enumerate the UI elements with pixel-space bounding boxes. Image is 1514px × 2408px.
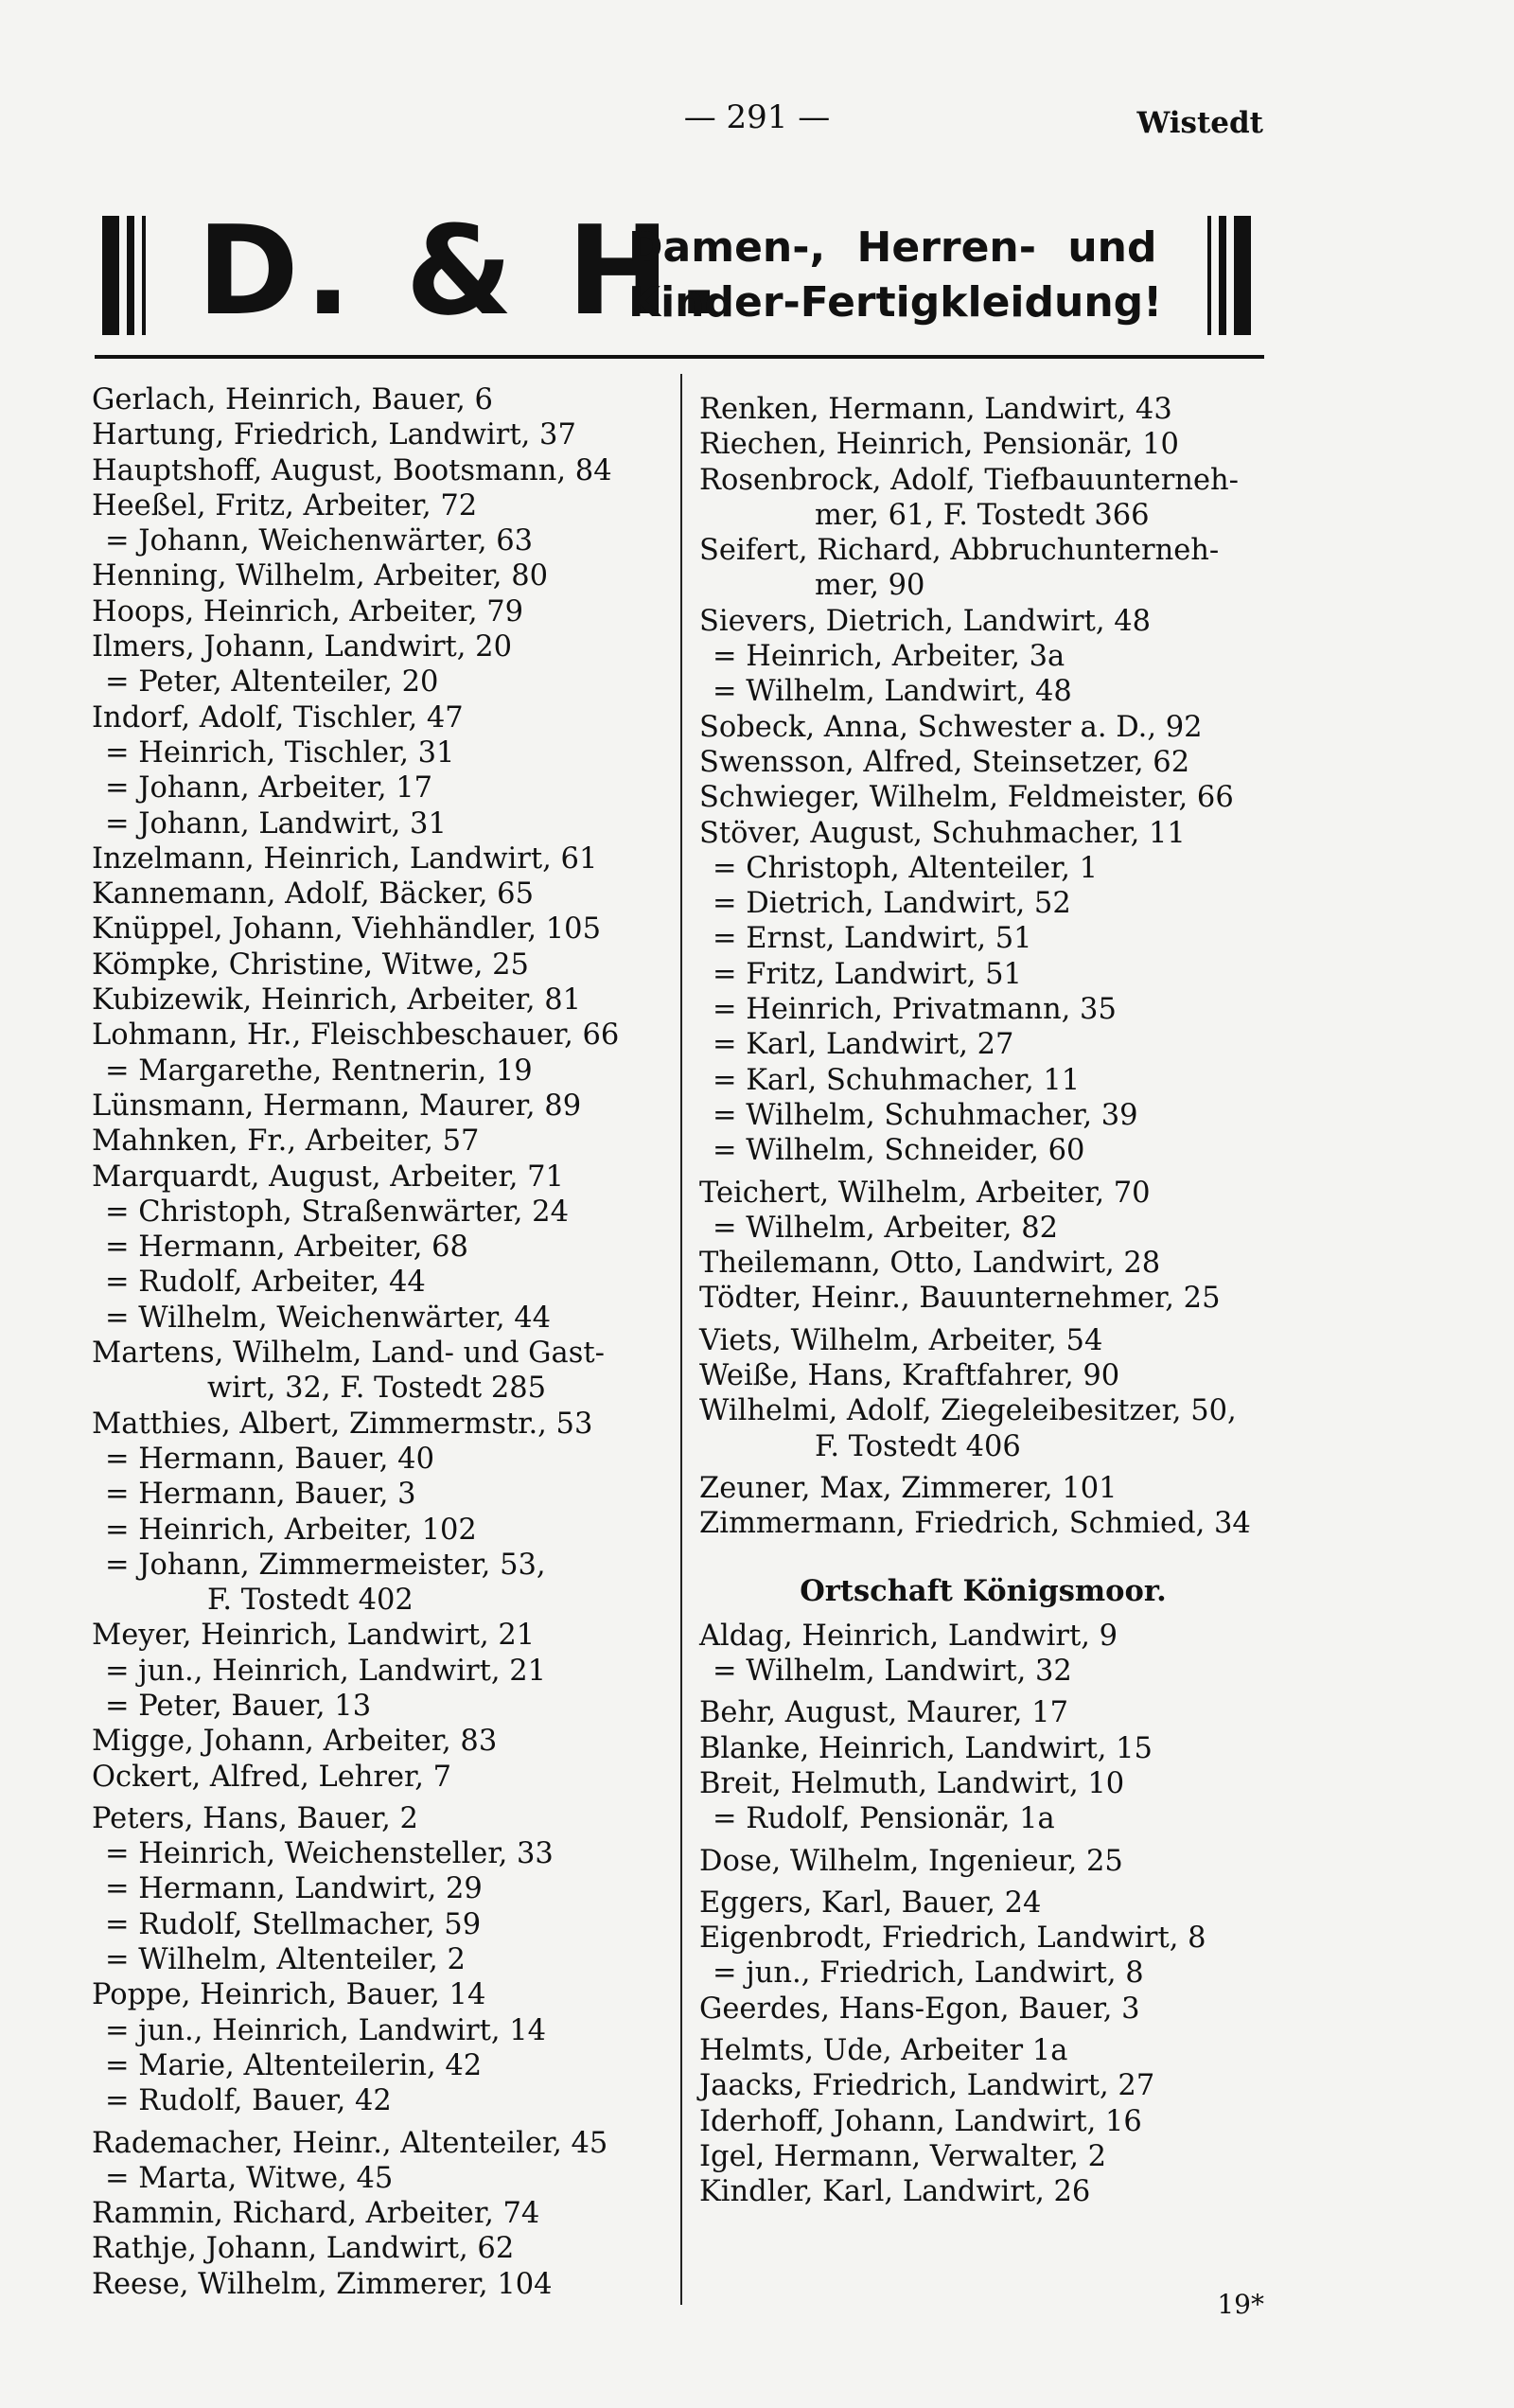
directory-entry: = Heinrich, Privatmann, 35 bbox=[713, 993, 1117, 1027]
directory-entry: = Heinrich, Tischler, 31 bbox=[105, 735, 455, 770]
directory-entry: = Hermann, Bauer, 3 bbox=[105, 1478, 416, 1512]
directory-entry: Swensson, Alfred, Steinsetzer, 62 bbox=[699, 745, 1190, 779]
directory-entry: Ockert, Alfred, Lehrer, 7 bbox=[92, 1760, 452, 1794]
directory-entry: = Peter, Altenteiler, 20 bbox=[105, 665, 439, 699]
directory-entry: Kubizewik, Heinrich, Arbeiter, 81 bbox=[92, 983, 582, 1018]
directory-entry: Sievers, Dietrich, Landwirt, 48 bbox=[699, 604, 1152, 638]
advert-tagline-2: Kinder-Fertigkleidung! bbox=[628, 278, 1163, 327]
directory-entry: Knüppel, Johann, Viehhändler, 105 bbox=[92, 912, 601, 947]
directory-entry: Dose, Wilhelm, Ingenieur, 25 bbox=[699, 1844, 1123, 1878]
directory-entry: Rademacher, Heinr., Altenteiler, 45 bbox=[92, 2126, 608, 2160]
directory-entry: = Dietrich, Landwirt, 52 bbox=[713, 887, 1071, 921]
directory-entry: Martens, Wilhelm, Land- und Gast- bbox=[92, 1337, 605, 1371]
directory-entry: = Wilhelm, Arbeiter, 82 bbox=[713, 1211, 1059, 1245]
directory-entry: = Marie, Altenteilerin, 42 bbox=[105, 2048, 483, 2082]
directory-entry: Lünsmann, Hermann, Maurer, 89 bbox=[92, 1089, 582, 1123]
directory-entry: Theilemann, Otto, Landwirt, 28 bbox=[699, 1247, 1161, 1281]
directory-entry: Wilhelmi, Adolf, Ziegeleibesitzer, 50, bbox=[699, 1394, 1237, 1428]
directory-entry: = Wilhelm, Landwirt, 32 bbox=[713, 1655, 1072, 1689]
directory-entry: = Johann, Arbeiter, 17 bbox=[105, 771, 433, 806]
directory-entry: = Rudolf, Pensionär, 1a bbox=[713, 1802, 1055, 1836]
section-entries bbox=[699, 1619, 1267, 2210]
directory-entry: = jun., Heinrich, Landwirt, 21 bbox=[105, 1654, 547, 1688]
directory-entry: Peters, Hans, Bauer, 2 bbox=[92, 1801, 418, 1835]
directory-entry: Teichert, Wilhelm, Arbeiter, 70 bbox=[699, 1176, 1151, 1210]
directory-entry: = Hermann, Landwirt, 29 bbox=[105, 1872, 483, 1906]
directory-entry: = Margarethe, Rentnerin, 19 bbox=[105, 1054, 533, 1088]
directory-entry: Hoops, Heinrich, Arbeiter, 79 bbox=[92, 594, 524, 629]
directory-entry: Indorf, Adolf, Tischler, 47 bbox=[92, 700, 464, 735]
directory-entry: = jun., Heinrich, Landwirt, 14 bbox=[105, 2013, 547, 2047]
directory-entry: = Heinrich, Arbeiter, 3a bbox=[713, 640, 1065, 674]
directory-entry: Seifert, Richard, Abbruchunterneh- bbox=[699, 534, 1220, 568]
directory-entry: Hauptshoff, August, Bootsmann, 84 bbox=[92, 453, 612, 487]
directory-entry: Matthies, Albert, Zimmermstr., 53 bbox=[92, 1407, 593, 1441]
directory-entry: Mahnken, Fr., Arbeiter, 57 bbox=[92, 1124, 480, 1159]
directory-entry: = Wilhelm, Altenteiler, 2 bbox=[105, 1943, 466, 1977]
directory-entry: Stöver, August, Schuhmacher, 11 bbox=[699, 816, 1186, 850]
directory-entry: mer, 90 bbox=[815, 569, 925, 603]
directory-entry: Inzelmann, Heinrich, Landwirt, 61 bbox=[92, 841, 598, 876]
directory-entry: Iderhoff, Johann, Landwirt, 16 bbox=[699, 2104, 1142, 2138]
directory-entry: = Wilhelm, Schneider, 60 bbox=[713, 1134, 1085, 1168]
directory-entry: = Heinrich, Arbeiter, 102 bbox=[105, 1513, 477, 1547]
column-divider bbox=[680, 374, 682, 2305]
section-title: Ortschaft Königsmoor. bbox=[800, 1573, 1167, 1608]
directory-entry: = Christoph, Straßenwärter, 24 bbox=[105, 1195, 569, 1229]
directory-entry: Henning, Wilhelm, Arbeiter, 80 bbox=[92, 559, 548, 593]
directory-entry: Igel, Hermann, Verwalter, 2 bbox=[699, 2139, 1107, 2173]
directory-entry: wirt, 32, F. Tostedt 285 bbox=[207, 1372, 547, 1406]
directory-entry: = Karl, Schuhmacher, 11 bbox=[713, 1063, 1081, 1097]
directory-entry: = Hermann, Bauer, 40 bbox=[105, 1442, 434, 1476]
directory-entry: F. Tostedt 402 bbox=[207, 1584, 414, 1618]
directory-entry: Hartung, Friedrich, Landwirt, 37 bbox=[92, 418, 576, 452]
directory-entry: Jaacks, Friedrich, Landwirt, 27 bbox=[699, 2069, 1155, 2103]
directory-entry: Marquardt, August, Arbeiter, 71 bbox=[92, 1160, 564, 1194]
right-column bbox=[699, 392, 1267, 2210]
directory-entry: Rosenbrock, Adolf, Tiefbauunterneh- bbox=[699, 463, 1239, 497]
directory-entry: F. Tostedt 406 bbox=[815, 1429, 1021, 1463]
directory-entry: Rammin, Richard, Arbeiter, 74 bbox=[92, 2197, 540, 2231]
directory-entry: Rathje, Johann, Landwirt, 62 bbox=[92, 2232, 515, 2266]
directory-entry: Sobeck, Anna, Schwester a. D., 92 bbox=[699, 710, 1203, 744]
directory-entry: = jun., Friedrich, Landwirt, 8 bbox=[713, 1956, 1144, 1991]
directory-entry: Heeßel, Fritz, Arbeiter, 72 bbox=[92, 488, 478, 522]
directory-entry: Ilmers, Johann, Landwirt, 20 bbox=[92, 630, 512, 664]
directory-entry: Zeuner, Max, Zimmerer, 101 bbox=[699, 1471, 1118, 1505]
banner-bar bbox=[1207, 216, 1211, 335]
directory-entry: = Heinrich, Weichensteller, 33 bbox=[105, 1837, 554, 1871]
banner-bar bbox=[1219, 216, 1226, 335]
directory-entry: Poppe, Heinrich, Bauer, 14 bbox=[92, 1978, 486, 2012]
printer-signature: 19* bbox=[1217, 2289, 1264, 2320]
directory-entry: = Peter, Bauer, 13 bbox=[105, 1689, 372, 1723]
directory-entry: Schwieger, Wilhelm, Feldmeister, 66 bbox=[699, 781, 1234, 815]
page-number: — 291 — bbox=[683, 98, 831, 136]
advert-tagline-1: Damen-, Herren- und bbox=[628, 223, 1157, 272]
directory-entry: Breit, Helmuth, Landwirt, 10 bbox=[699, 1766, 1125, 1800]
banner-bar bbox=[1234, 216, 1251, 335]
banner-bar bbox=[127, 216, 134, 335]
directory-entry: Kindler, Karl, Landwirt, 26 bbox=[699, 2175, 1091, 2209]
directory-entry: mer, 61, F. Tostedt 366 bbox=[815, 498, 1150, 532]
directory-entry: Eigenbrodt, Friedrich, Landwirt, 8 bbox=[699, 1921, 1206, 1956]
directory-entry: Lohmann, Hr., Fleischbeschauer, 66 bbox=[92, 1018, 620, 1053]
directory-entry: Meyer, Heinrich, Landwirt, 21 bbox=[92, 1619, 536, 1653]
directory-entry: = Rudolf, Arbeiter, 44 bbox=[105, 1266, 426, 1300]
directory-entry: Helmts, Ude, Arbeiter 1a bbox=[699, 2034, 1068, 2068]
directory-entry: Geerdes, Hans-Egon, Bauer, 3 bbox=[699, 1992, 1140, 2026]
directory-entry: Behr, August, Maurer, 17 bbox=[699, 1696, 1068, 1730]
banner-bar bbox=[102, 216, 119, 335]
directory-entry: = Wilhelm, Weichenwärter, 44 bbox=[105, 1301, 552, 1335]
directory-entry: Gerlach, Heinrich, Bauer, 6 bbox=[92, 383, 493, 416]
directory-entry: Blanke, Heinrich, Landwirt, 15 bbox=[699, 1731, 1153, 1765]
directory-entry: Zimmermann, Friedrich, Schmied, 34 bbox=[699, 1507, 1251, 1541]
directory-entry: = Fritz, Landwirt, 51 bbox=[713, 957, 1022, 991]
banner-bar bbox=[142, 216, 146, 335]
place-heading: Wistedt bbox=[1136, 106, 1263, 140]
advert-brand: D. & H. bbox=[197, 199, 729, 343]
directory-entry: Tödter, Heinr., Bauunternehmer, 25 bbox=[699, 1282, 1221, 1316]
directory-entry: Aldag, Heinrich, Landwirt, 9 bbox=[699, 1619, 1118, 1653]
directory-entry: Eggers, Karl, Bauer, 24 bbox=[699, 1886, 1042, 1920]
directory-entry: = Ernst, Landwirt, 51 bbox=[713, 922, 1032, 956]
directory-entry: Kömpke, Christine, Witwe, 25 bbox=[92, 947, 529, 982]
directory-entry: Renken, Hermann, Landwirt, 43 bbox=[699, 393, 1172, 426]
directory-entry: Weiße, Hans, Kraftfahrer, 90 bbox=[699, 1359, 1120, 1393]
directory-entry: = Rudolf, Bauer, 42 bbox=[105, 2084, 392, 2118]
directory-entry: = Johann, Weichenwärter, 63 bbox=[105, 524, 534, 558]
directory-entry: Riechen, Heinrich, Pensionär, 10 bbox=[699, 428, 1179, 462]
directory-entry: = Wilhelm, Schuhmacher, 39 bbox=[713, 1098, 1138, 1132]
directory-entry: = Johann, Zimmermeister, 53, bbox=[105, 1548, 546, 1582]
directory-entry: Kannemann, Adolf, Bäcker, 65 bbox=[92, 877, 534, 912]
directory-entry: = Christoph, Altenteiler, 1 bbox=[713, 851, 1099, 885]
directory-entry: = Hermann, Arbeiter, 68 bbox=[105, 1231, 468, 1265]
left-column bbox=[92, 382, 664, 2302]
directory-entry: Reese, Wilhelm, Zimmerer, 104 bbox=[92, 2267, 553, 2301]
directory-entry: = Karl, Landwirt, 27 bbox=[713, 1028, 1014, 1062]
right-column-entries bbox=[699, 392, 1267, 1542]
directory-entry: Viets, Wilhelm, Arbeiter, 54 bbox=[699, 1323, 1103, 1357]
directory-entry: = Wilhelm, Landwirt, 48 bbox=[713, 675, 1072, 709]
header-rule bbox=[95, 355, 1264, 359]
directory-entry: = Marta, Witwe, 45 bbox=[105, 2161, 394, 2195]
advertisement-banner bbox=[102, 199, 1259, 343]
directory-entry: Migge, Johann, Arbeiter, 83 bbox=[92, 1725, 498, 1759]
directory-entry: = Rudolf, Stellmacher, 59 bbox=[105, 1907, 482, 1941]
directory-entry: = Johann, Landwirt, 31 bbox=[105, 806, 447, 841]
